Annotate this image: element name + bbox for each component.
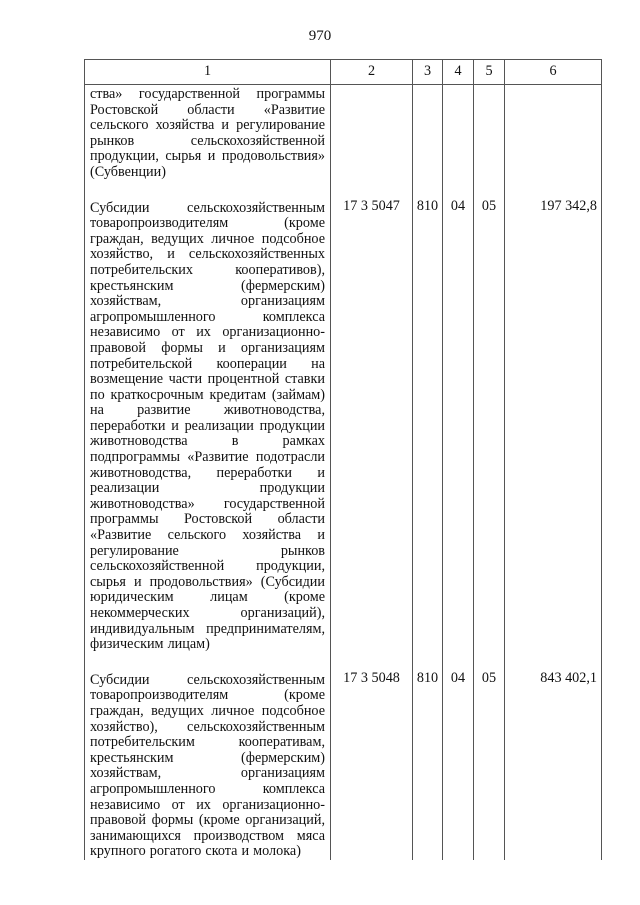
- row-expense-type: 810: [413, 653, 443, 860]
- row-subsection: 05: [474, 653, 505, 860]
- table-header-row: [85, 60, 602, 85]
- row-section: [443, 85, 474, 181]
- column-header-1: 1: [85, 60, 331, 85]
- column-header-6: 6: [505, 60, 602, 85]
- column-header-3: 3: [413, 60, 443, 85]
- table-row: [85, 181, 602, 653]
- budget-table: [84, 59, 602, 860]
- row-amount: [505, 85, 602, 181]
- row-description: Субсидии сельскохозяйственным товаропроизводителям (кроме граждан, ведущих личное подсобное хозяйство), сельскохозяйственным потребительским кооперативам, крестьянским (фермерским) хозяйствам, организациям агропромышленного комплекса независимо от их организационно-правовой формы (кроме организаций, занимающихся производством мяса крупного рогатого скота и молока): [85, 653, 331, 860]
- row-subsection: [474, 85, 505, 181]
- table-row: [85, 85, 602, 181]
- row-target-code: 17 3 5048: [331, 653, 413, 860]
- row-amount: 197 342,8: [505, 181, 602, 653]
- row-description: Субсидии сельскохозяйственным товаропроизводителям (кроме граждан, ведущих личное подсобное хозяйство, и сельскохозяйственных потребительских кооперативов), крестьянским (фермерским) хозяйствам, организациям агропромышленного комплекса независимо от их организационно-правовой формы и организациям потребительской кооперации на возмещение части процентной ставки по краткосрочным кредитам (займам) на развитие животноводства, переработки и реализации продукции животноводства в рамках подпрограммы «Развитие подотрасли животноводства, переработки и реализации продукции животноводства» государственной программы Ростовской области «Развитие сельского хозяйства и регулирование рынков сельскохозяйственной продукции, сырья и продовольствия» (Субсидии юридическим лицам (кроме некоммерческих организаций), индивидуальным предпринимателям, физическим лицам): [85, 181, 331, 653]
- column-header-5: 5: [474, 60, 505, 85]
- row-expense-type: 810: [413, 181, 443, 653]
- row-target-code: 17 3 5047: [331, 181, 413, 653]
- row-section: 04: [443, 181, 474, 653]
- row-description: ства» государственной программы Ростовской области «Развитие сельского хозяйства и регулирование рынков сельскохозяйственной продукции, сырья и продовольствия» (Субвенции): [85, 85, 331, 181]
- row-section: 04: [443, 653, 474, 860]
- row-expense-type: [413, 85, 443, 181]
- column-header-4: 4: [443, 60, 474, 85]
- row-amount: 843 402,1: [505, 653, 602, 860]
- page-number: 970: [308, 28, 332, 44]
- row-target-code: [331, 85, 413, 181]
- table-row: [85, 653, 602, 860]
- row-subsection: 05: [474, 181, 505, 653]
- column-header-2: 2: [331, 60, 413, 85]
